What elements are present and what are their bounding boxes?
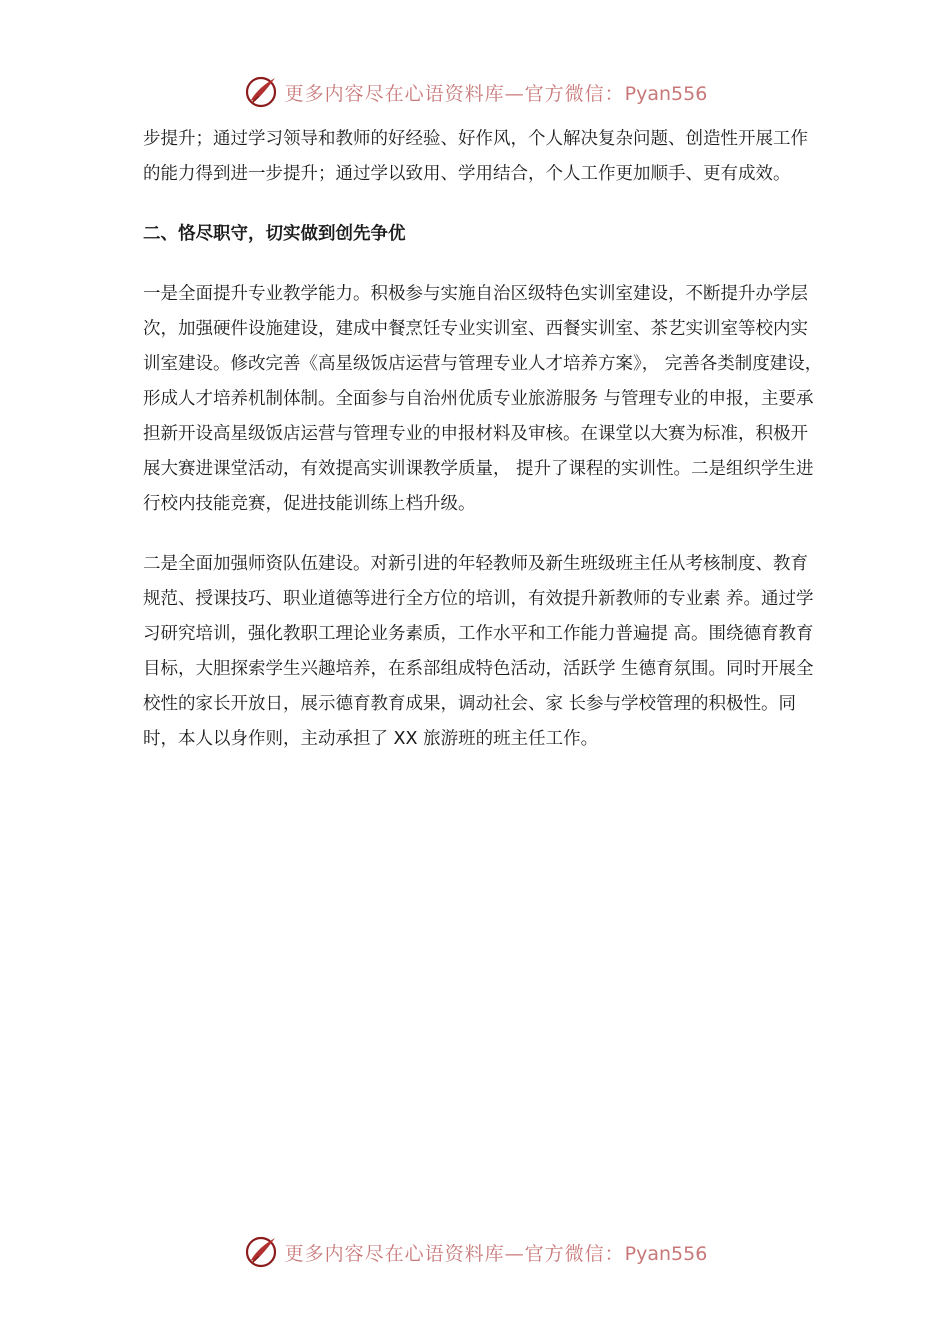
watermark-wechat-id: Pyan556	[624, 1242, 708, 1265]
section-heading: 二、恪尽职守，切实做到创先争优	[143, 224, 406, 244]
watermark-wechat-id: Pyan556	[624, 82, 708, 105]
quill-logo-icon	[243, 74, 279, 110]
document-body	[143, 122, 823, 782]
watermark-text: 更多内容尽在心语资料库—官方微信：Pyan556	[284, 1242, 708, 1265]
header-watermark	[0, 72, 950, 112]
paragraph-teacher-team: 二是全面加强师资队伍建设。对新引进的年轻教师及新生班级班主任从考核制度、教育规范、授课技巧、职业道德等进行全方位的培训，有效提升新教师的专业素 养。通过学习研究培训，强化教职工理论业务素质，工作水平和工作能力普遍提 高。围绕德育教育目标，大胆探索学生兴趣培养，在系部组成特色活动，活跃学 生德育氛围。同时开展全校性的家长开放日，展示德育教育成果，调动社会、家 长参与学校管理的积极性。同时，本人以身作则，主动承担了 XX 旅游班的班主任工作。	[143, 554, 814, 749]
intro-paragraph: 步提升；通过学习领导和教师的好经验、好作风，个人解决复杂问题、创造性开展工作的能力得到进一步提升；通过学以致用、学用结合，个人工作更加顺手、更有成效。	[143, 129, 808, 184]
footer-watermark	[0, 1232, 950, 1272]
paragraph-teaching-ability: 一是全面提升专业教学能力。积极参与实施自治区级特色实训室建设，不断提升办学层次，加强硬件设施建设，建成中餐烹饪专业实训室、西餐实训室、茶艺实训室等校内实训室建设。修改完善《高星级饭店运营与管理专业人才培养方案》， 完善各类制度建设，形成人才培养机制体制。全面参与自治州优质专业旅游服务 与管理专业的申报，主要承担新开设高星级饭店运营与管理专业的申报材料及审核。在课堂以大赛为标准，积极开展大赛进课堂活动，有效提高实训课教学质量， 提升了课程的实训性。二是组织学生进行校内技能竞赛，促进技能训练上档升级。	[143, 284, 823, 514]
quill-logo-icon	[243, 1234, 279, 1270]
watermark-text: 更多内容尽在心语资料库—官方微信：Pyan556	[284, 82, 708, 105]
